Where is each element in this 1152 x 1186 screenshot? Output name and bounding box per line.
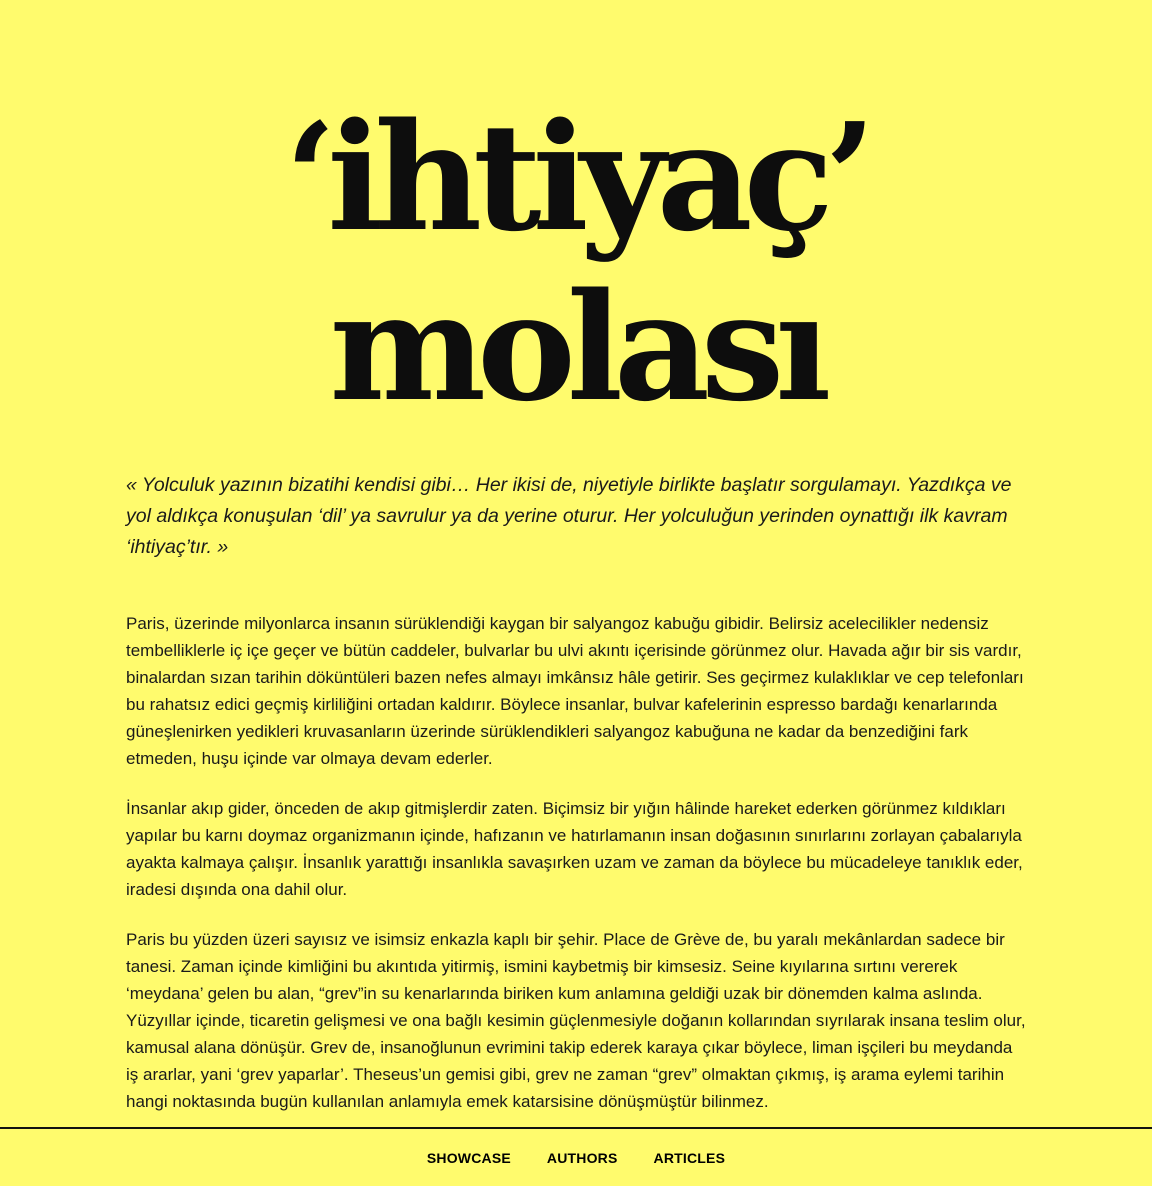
article-paragraph: Paris, üzerinde milyonlarca insanın sürüklendiği kaygan bir salyangoz kabuğu gibidir. Belirsiz acelecilikler nedensiz tembelliklerle iç içe geçer ve bütün caddeler, bulvarlar bu ulvi akıntı içerisinde görünmez olur. Havada ağır bir sis vardır, binalardan sızan tarihin döküntüleri bazen nefes almayı imkânsız hâle getirir. Ses geçirmez kulaklıklar ve cep telefonları bu rahatsız edici geçmiş kirliliğini ortadan kaldırır. Böylece insanlar, bulvar kafelerinin espresso bardağı kenarlarında güneşlenirken yedikleri kruvasanların üzerinde sürüklendikleri salyangoz kabuğuna ne kadar da benzediğini fark etmeden, huşu içinde var olmaya devam ederler. — [126, 614, 1024, 768]
article-paragraph: İnsanlar akıp gider, önceden de akıp gitmişlerdir zaten. Biçimsiz bir yığın hâlinde hareket ederken görünmez kıldıkları yapılar bu karnı doymaz organizmanın içinde, hafızanın ve hatırlamanın insan doğasının sınırlarını zorlayan çabalarıyla ayakta kalmaya çalışır. İnsanlık yarattığı insanlıkla savaşırken uzam ve zaman da böylece bu mücadeleye tanıklık eder, iradesi dışında ona dahil olur. — [126, 799, 1023, 899]
nav-link-authors[interactable]: AUTHORS — [546, 1149, 618, 1166]
article-lede: « Yolculuk yazının bizatihi kendisi gibi… Her ikisi de, niyetiyle birlikte başlatır sorgulamayı. Yazdıkça ve yol aldıkça konuşulan ‘dil’ ya savrulur ya da yerine oturur. Her yolculuğun yerinden oynattığı ilk kavram ‘ihtiyaç’tır. » — [126, 474, 1012, 558]
article-title-line-1: ‘ihtiyaç’ — [284, 90, 868, 264]
footer-nav — [0, 1127, 1152, 1186]
nav-link-articles[interactable]: ARTICLES — [653, 1149, 726, 1166]
article-title — [0, 92, 1152, 432]
article-body — [126, 610, 1026, 1138]
nav-link-showcase[interactable]: SHOWCASE — [426, 1149, 511, 1166]
article-paragraph: Paris bu yüzden üzeri sayısız ve isimsiz enkazla kaplı bir şehir. Place de Grève de, bu yaralı mekânlardan sadece bir tanesi. Zaman içinde kimliğini bu akıntıda yitirmiş, ismini kaybetmiş bir kimsesiz. Seine kıyılarına sırtını vererek ‘meydana’ gelen bu alan, “grev”in su kenarlarında biriken kum anlamına geldiği uzak bir dönemden kalma aslında. Yüzyıllar içinde, ticaretin gelişmesi ve ona bağlı kesimin güçlenmesiyle doğanın kollarından sıyrılarak insana teslim olur, kamusal alana dönüşür. Grev de, insanoğlunun evrimini takip ederek karaya çıkar böylece, liman işçileri bu meydanda iş ararlar, yani ‘grev yaparlar’. Theseus’un gemisi gibi, grev ne zaman “grev” olmaktan çıkmış, iş arama eylemi tarihin hangi noktasında bugün kullanılan anlamıyla emek katarsisine dönüşmüştür bilinmez. — [126, 930, 1026, 1111]
article-title-line-2: molası — [329, 260, 823, 434]
